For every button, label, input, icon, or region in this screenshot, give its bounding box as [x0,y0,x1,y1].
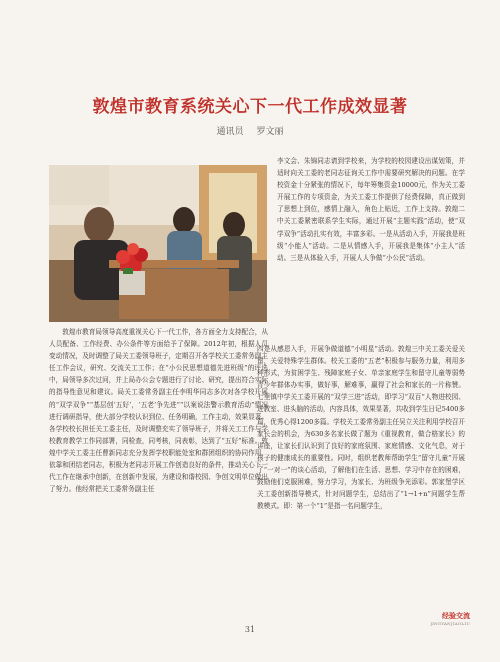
page-number: 31 [244,625,256,634]
body-column-right-bottom [257,343,465,619]
article-photo [49,165,267,322]
reporter-name: 罗文丽 [256,127,284,137]
body-column-left [49,326,268,604]
magazine-name: 经验交流 [442,611,470,620]
article-title: 敦煌市教育系统关心下一代工作成效显著 [92,97,408,117]
body-column-right-top [277,155,465,351]
reporter-role: 通讯员 [216,127,244,137]
article-byline [0,124,500,137]
magazine-section-logo [420,611,470,626]
body-paragraph: 李文会、朱锦同志请到学校来，为学校的校园建设出谋划策，并适时向关工委的老同志征询关工作中需要研究解决的问题。在学校资金十分紧张的情况下，每年筹集资金10000元，作为关工委开展工作的专项资金，为关工委工作提供了经费保障，真正做到了思想上到位，感情上融入，角色上贴近，工作上支持。敦煌二中关工委紧密联系学生实际，通过开展“主题实践”活动，使“双学双争”活动扎实有效，丰富多彩。一是从活动入手，开展我是班级“小能人”活动。二是从情感入手，开展我是集体“小主人”活动。三是从体验入手，开展人人争做“小公民”活动。 [277,157,465,262]
photo-icon [49,165,267,322]
body-paragraph: 四是从感恩入手，开展争做道德“小明星”活动。敦煌三中关工委关爱关留，关爱特殊学生群体。校关工委的“五老”积极参与服务力量，利用多种形式，为贫困学生、残障家庭子女、单亲家庭学生和留守儿童等弱势青少年群体办实事，做好事，解难事，赢得了社会和家长的一片称赞。七里镇中学关工委开展的“双学三进”活动，即学习“双百”人物进校园、进教室、进头脑的活动，内容具体，效果显著，共收到学生日记5400多篇，优秀心得1200多篇。学校关工委常务副主任吴立关注利用学校召开家长会的机会，为630多名家长做了题为《重视教育，做合格家长》的讲座，让家长们认识到了良好的家庭氛围、家庭情感、文化气息，对于孩子的健康成长的重要性。同时，组织老教师帮助学生“留守儿童”开展了“一对一”的谈心活动，了解他们在生活、思想、学习中存在的困难，鼓励他们克服困难，努力学习，为家长、为班级争光添彩。郭家堡学区关工委创新指导模式，针对问题学生，总结出了“1→1+n”问题学生帮教模式。即：第一个“1”是指一名问题学生， [257,345,465,511]
magazine-pinyin: JINGYANJIAOLIU [430,621,470,626]
body-paragraph: 敦煌市教育局领导高度重视关心下一代工作，各方面全力支持配合，从人员配备、工作经费、办公条件等方面给予了保障。2012年初，根据人员变动情况，及时调整了局关工委领导班子，定期召开各学校关工委常务副主任工作会议，研究、交流关工工作；在“小公民思想道德先进班级”的评选中，局领导多次过问，并上局办公会专题进行了讨论、研究，提出符合实际的指导性意见和建议。局关工委常务副主任李明华同志多次对各学校开展的“双学双争”“基层创‘五好’，‘五老’争先进”“以案说法警示教育活动”情况进行调研指导，使大部分学校认识到位、任务明确，工作主动，效果显著。各学校校长担任关工委主任，及时调整充实了领导班子，并将关工工作与学校教育教学工作同部署，同检查，同考核，同表彰，达到了“五好”标准。敦煌中学关工委主任曹新同志充分发挥学校职能处室和群团组织的协同作用，依靠和团结老同志，积极为老同志开展工作创造良好的条件，推动关心下一代工作在继承中创新，在创新中发展，为建设和谐校园、争创文明单位做出了努力。他经常把关工委常务副主任 [49,328,268,494]
